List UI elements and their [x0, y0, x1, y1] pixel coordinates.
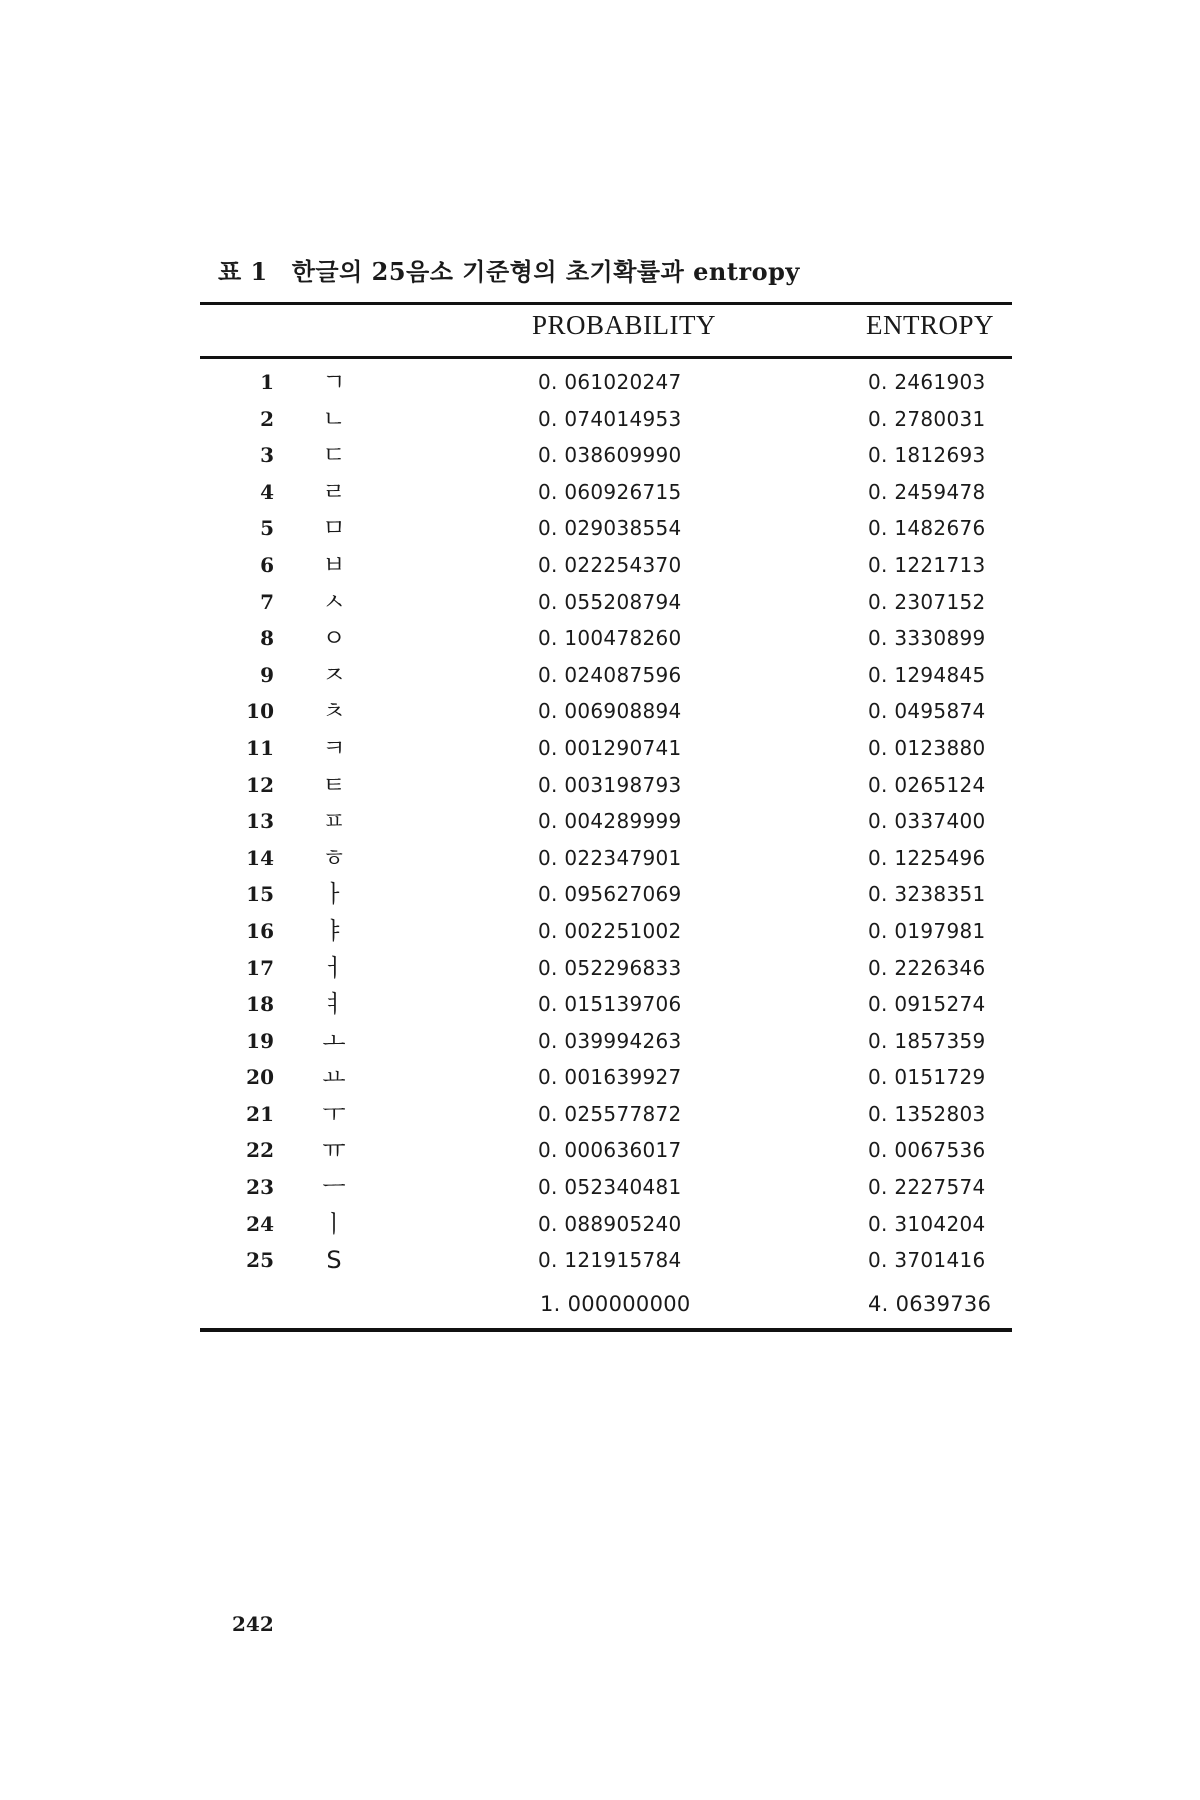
table-row [0, 547, 1200, 584]
row-probability: 0. 001290741 [538, 735, 682, 760]
row-index: 12 [246, 772, 274, 797]
table-row [0, 1059, 1200, 1096]
row-entropy: 0. 1294845 [868, 662, 986, 687]
table-row [0, 803, 1200, 840]
row-symbol: ㅋ [322, 733, 346, 762]
row-index: 20 [246, 1065, 274, 1090]
row-entropy: 0. 0197981 [868, 918, 986, 943]
row-symbol: ㅌ [322, 770, 346, 799]
row-probability: 0. 055208794 [538, 589, 682, 614]
row-index: 11 [246, 735, 274, 760]
row-index: 22 [246, 1138, 274, 1163]
table-row [0, 1096, 1200, 1133]
row-entropy: 0. 3238351 [868, 882, 986, 907]
row-entropy: 0. 0123880 [868, 735, 986, 760]
row-index: 15 [246, 882, 274, 907]
row-probability: 0. 022254370 [538, 552, 682, 577]
row-probability: 0. 015139706 [538, 992, 682, 1017]
row-probability: 0. 039994263 [538, 1028, 682, 1053]
row-probability: 0. 100478260 [538, 626, 682, 651]
row-symbol: ㅗ [322, 1026, 346, 1055]
row-probability: 0. 002251002 [538, 918, 682, 943]
table-row [0, 364, 1200, 401]
row-probability: 0. 022347901 [538, 845, 682, 870]
row-probability: 0. 095627069 [538, 882, 682, 907]
row-symbol: ㅕ [322, 990, 346, 1019]
row-entropy: 0. 2459478 [868, 479, 986, 504]
table-row [0, 1023, 1200, 1060]
row-symbol: ㅇ [322, 624, 346, 653]
row-probability: 0. 052296833 [538, 955, 682, 980]
row-probability: 0. 029038554 [538, 516, 682, 541]
row-entropy: 0. 1857359 [868, 1028, 986, 1053]
row-entropy: 0. 2226346 [868, 955, 986, 980]
row-entropy: 0. 0067536 [868, 1138, 986, 1163]
row-entropy: 0. 3330899 [868, 626, 986, 651]
table-header-rule [200, 356, 1012, 359]
table-row [0, 1169, 1200, 1206]
row-index: 8 [260, 626, 274, 651]
table-row [0, 1132, 1200, 1169]
table-caption-label: 표 1 [218, 257, 268, 286]
table-row [0, 584, 1200, 621]
row-index: 9 [260, 662, 274, 687]
row-probability: 0. 001639927 [538, 1065, 682, 1090]
row-entropy: 0. 1221713 [868, 552, 986, 577]
row-entropy: 0. 3701416 [868, 1248, 986, 1273]
row-probability: 0. 025577872 [538, 1101, 682, 1126]
row-index: 7 [260, 589, 274, 614]
row-symbol: ㅜ [322, 1099, 346, 1128]
row-index: 4 [260, 479, 274, 504]
row-entropy: 0. 2307152 [868, 589, 986, 614]
row-probability: 0. 052340481 [538, 1175, 682, 1200]
row-probability: 0. 003198793 [538, 772, 682, 797]
table-row [0, 767, 1200, 804]
row-entropy: 0. 2780031 [868, 406, 986, 431]
table-row [0, 657, 1200, 694]
row-probability: 0. 060926715 [538, 479, 682, 504]
row-probability: 0. 004289999 [538, 809, 682, 834]
row-probability: 0. 074014953 [538, 406, 682, 431]
row-index: 24 [246, 1211, 274, 1236]
row-symbol: ㅣ [322, 1209, 346, 1238]
table-row [0, 913, 1200, 950]
row-symbol: ㅈ [322, 660, 346, 689]
entropy-column-header: ENTROPY [866, 310, 995, 340]
row-probability: 0. 000636017 [538, 1138, 682, 1163]
table-row [0, 474, 1200, 511]
table-row [0, 876, 1200, 913]
row-symbol: ㅑ [322, 916, 346, 945]
row-symbol: ㅡ [322, 1173, 346, 1202]
row-probability: 0. 006908894 [538, 699, 682, 724]
table-row [0, 620, 1200, 657]
table-totals-row [0, 1286, 1200, 1322]
row-entropy: 0. 1812693 [868, 443, 986, 468]
row-symbol: ㅏ [322, 880, 346, 909]
row-symbol: S [326, 1246, 342, 1275]
row-index: 19 [246, 1028, 274, 1053]
table-body [0, 364, 1200, 1279]
table-row [0, 1242, 1200, 1279]
row-index: 23 [246, 1175, 274, 1200]
row-index: 2 [260, 406, 274, 431]
total-probability: 1. 000000000 [540, 1292, 691, 1316]
total-entropy: 4. 0639736 [868, 1292, 992, 1316]
row-entropy: 0. 1225496 [868, 845, 986, 870]
table-row [0, 986, 1200, 1023]
row-symbol: ㅁ [322, 514, 346, 543]
table-caption [218, 252, 800, 287]
row-symbol: ㅓ [322, 953, 346, 982]
row-entropy: 0. 0337400 [868, 809, 986, 834]
row-symbol: ㅎ [322, 843, 346, 872]
row-index: 10 [246, 699, 274, 724]
row-index: 5 [260, 516, 274, 541]
table-row [0, 510, 1200, 547]
row-entropy: 0. 0265124 [868, 772, 986, 797]
row-probability: 0. 088905240 [538, 1211, 682, 1236]
row-index: 14 [246, 845, 274, 870]
row-symbol: ㅍ [322, 807, 346, 836]
table-bottom-rule [200, 1328, 1012, 1332]
table-top-rule [200, 302, 1012, 305]
row-index: 1 [260, 370, 274, 394]
table-row [0, 1206, 1200, 1243]
table-row [0, 950, 1200, 987]
table-row [0, 840, 1200, 877]
row-entropy: 0. 0151729 [868, 1065, 986, 1090]
row-entropy: 0. 0915274 [868, 992, 986, 1017]
row-symbol: ㅠ [322, 1136, 346, 1165]
probability-column-header: PROBABILITY [532, 310, 717, 340]
table-caption-text: 한글의 25음소 기준형의 초기확률과 entropy [291, 257, 800, 286]
row-index: 21 [246, 1101, 274, 1126]
row-symbol: ㅛ [322, 1063, 346, 1092]
row-symbol: ㅅ [322, 587, 346, 616]
row-probability: 0. 038609990 [538, 443, 682, 468]
row-index: 17 [246, 955, 274, 980]
row-symbol: ㅂ [322, 550, 346, 579]
row-index: 3 [260, 443, 274, 468]
row-entropy: 0. 3104204 [868, 1211, 986, 1236]
row-entropy: 0. 1482676 [868, 516, 986, 541]
row-index: 13 [246, 809, 274, 834]
table-row [0, 437, 1200, 474]
row-probability: 0. 121915784 [538, 1248, 682, 1273]
row-index: 6 [260, 552, 274, 577]
row-symbol: ㄹ [322, 477, 346, 506]
row-index: 25 [246, 1248, 274, 1273]
row-symbol: ㄱ [322, 368, 346, 396]
table-row [0, 693, 1200, 730]
row-entropy: 0. 2461903 [868, 370, 986, 394]
table-row [0, 401, 1200, 438]
row-entropy: 0. 0495874 [868, 699, 986, 724]
row-symbol: ㅊ [322, 697, 346, 726]
row-probability: 0. 061020247 [538, 370, 682, 394]
row-index: 18 [246, 992, 274, 1017]
page-number: 242 [232, 1612, 274, 1636]
table-row [0, 730, 1200, 767]
row-symbol: ㄴ [322, 404, 346, 433]
row-entropy: 0. 1352803 [868, 1101, 986, 1126]
row-symbol: ㄷ [322, 441, 346, 470]
row-index: 16 [246, 918, 274, 943]
row-entropy: 0. 2227574 [868, 1175, 986, 1200]
row-probability: 0. 024087596 [538, 662, 682, 687]
